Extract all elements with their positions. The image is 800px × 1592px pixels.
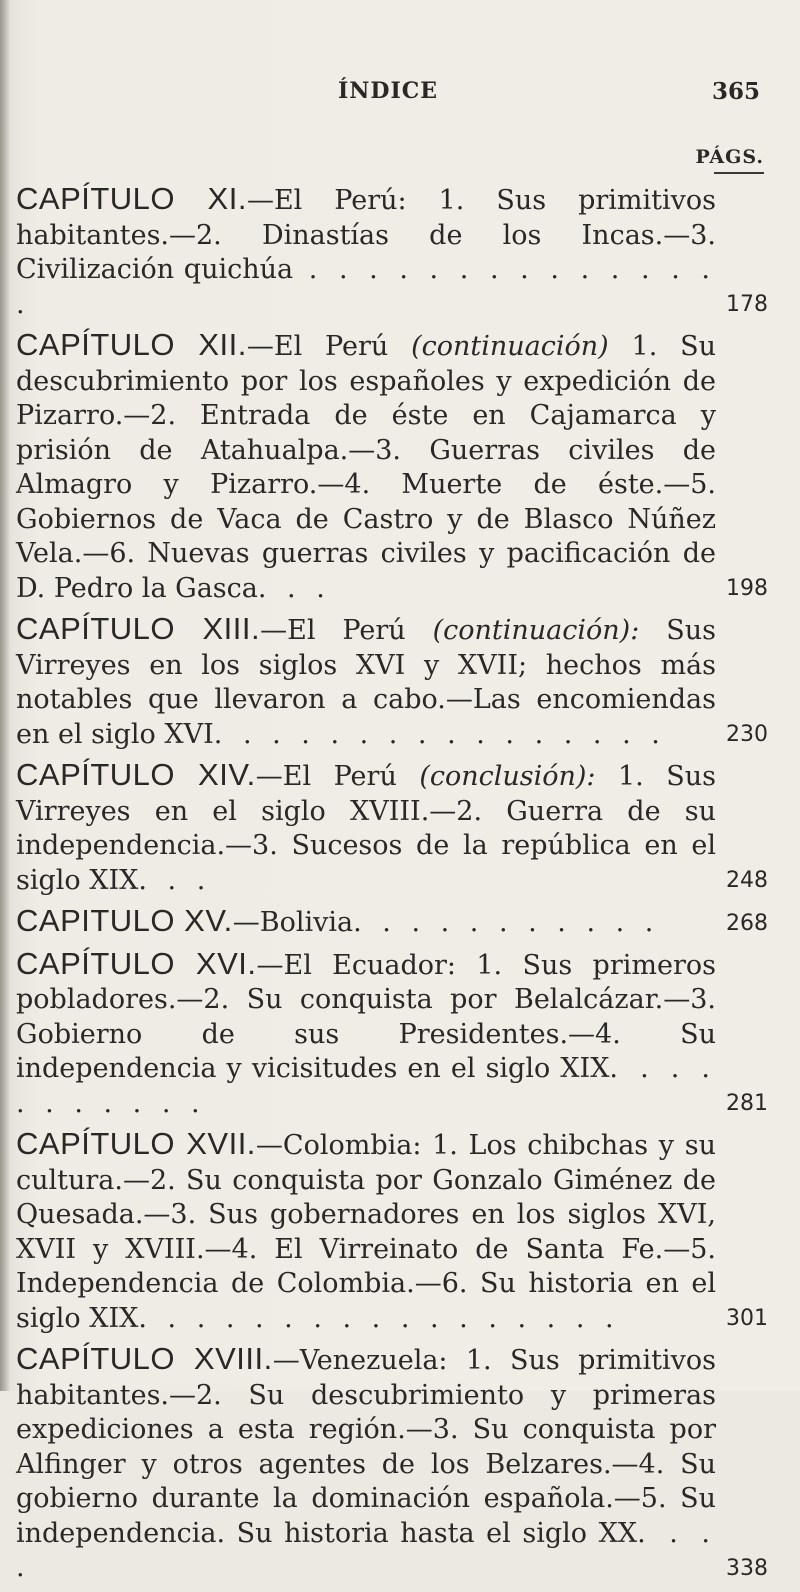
chapter-heading: CAPÍTULO XVII. <box>16 1126 256 1161</box>
entry-qualifier: (continuación): <box>432 615 640 646</box>
chapter-heading: CAPÍTULO XII. <box>16 327 247 362</box>
toc-entry-13 <box>16 612 768 752</box>
running-head-title: ÍNDICE <box>338 78 439 104</box>
chapter-heading: CAPÍTULO XI. <box>16 181 247 216</box>
entry-page-number: 248 <box>726 868 768 893</box>
toc-entry-17 <box>16 1127 768 1336</box>
toc-entry-14 <box>16 758 768 898</box>
toc-entry-11 <box>16 182 768 322</box>
chapter-heading: CAPÍTULO XVI. <box>16 945 257 981</box>
table-of-contents <box>16 182 768 1592</box>
chapter-heading: CAPITULO XV. <box>16 903 233 938</box>
entry-text: —Bolivia <box>232 907 354 938</box>
entry-text-rest: Sus Virreyes en los siglos XVI y XVII; hechos más notables que llevaron a cabo.—Las encomiendas en el siglo XVI <box>16 615 716 750</box>
entry-text: —El Ecuador: 1. Sus primeros pobladores.—2. Su conquista por Belalcázar.—3. Gobierno de sus Presidentes.—4. Su independencia y vicisitudes en el siglo XIX <box>16 949 716 1084</box>
leader-dots: . . . . . . . . . . . <box>353 907 660 938</box>
leader-dots: . . . . . . . . . . . . . . . . . <box>138 1302 620 1334</box>
pages-column-rule <box>714 172 764 174</box>
entry-text: —Venezuela: 1. Sus primitivos habitantes.—2. Su descubrimiento y primeras expediciones a esta región.—3. Su conquista por Alfinger y otros agentes de los Belzares.—4. Su gobierno durante la dominación española.—5. Su independencia. Su historia hasta el siglo XX <box>16 1345 717 1549</box>
entry-page-number: 268 <box>726 910 768 936</box>
chapter-heading: CAPÍTULO XIV. <box>16 757 256 792</box>
pages-column-label: PÁGS. <box>695 146 764 168</box>
entry-page-number: 178 <box>726 292 768 317</box>
leader-dots: . . . . . . . . . . . <box>16 1053 716 1119</box>
entry-text-rest: 1. Sus Virreyes en el siglo XVIII.—2. Guerra de su independencia.—3. Sucesos de la república en el siglo XIX <box>16 761 716 896</box>
entry-text: —El Perú <box>246 331 412 362</box>
page-number: 365 <box>711 78 760 105</box>
entry-qualifier: (continuación) <box>411 331 609 362</box>
entry-page-number: 198 <box>726 576 768 601</box>
entry-qualifier: (conclusión): <box>419 761 596 792</box>
toc-entry-16 <box>16 947 768 1122</box>
toc-entry-18 <box>16 1342 768 1586</box>
toc-entry-15 <box>16 904 768 941</box>
entry-text: —Colombia: 1. Los chibchas y su cultura.—2. Su conquista por Gonzalo Giménez de Quesada.—3. Sus gobernadores en los siglos XVI, XVII y XVIII.—4. El Virreinato de Santa Fe.—5. Independencia de Colombia.—6. Su historia en el siglo XIX <box>16 1130 716 1334</box>
chapter-heading: CAPÍTULO XVIII. <box>16 1341 273 1376</box>
leader-dots: . . . . . . . . . . . . . . . <box>16 254 716 320</box>
entry-text: —El Perú <box>255 761 420 792</box>
chapter-heading: CAPÍTULO XIII. <box>16 611 261 646</box>
toc-entry-12 <box>16 328 768 606</box>
entry-page-number: 230 <box>726 722 768 747</box>
page-gutter-shadow <box>0 0 10 1391</box>
entry-text: —El Perú: 1. Sus primitivos habitantes.—2. Dinastías de los Incas.—3. Civilización quichúa <box>16 185 716 285</box>
leader-dots: . . . . <box>16 1517 716 1583</box>
entry-page-number: 301 <box>726 1306 768 1331</box>
entry-text-rest: 1. Su descubrimiento por los españoles y expedición de Pizarro.—2. Entrada de éste en Cajamarca y prisión de Atahualpa.—3. Guerras civiles de Almagro y Pizarro.—4. Muerte de éste.—5. Gobiernos de Vaca de Castro y de Blasco Núñez Vela.—6. Nuevas guerras civiles y pacificación de D. Pedro la Gasca <box>16 331 716 604</box>
leader-dots: . . . <box>257 572 331 604</box>
running-head <box>0 78 800 118</box>
entry-page-number: 338 <box>726 1555 768 1581</box>
leader-dots: . . . . . . . . . . . . . . . . <box>213 718 666 750</box>
entry-text: —El Perú <box>260 615 433 646</box>
leader-dots: . . . <box>138 864 212 896</box>
entry-page-number: 281 <box>726 1091 768 1116</box>
